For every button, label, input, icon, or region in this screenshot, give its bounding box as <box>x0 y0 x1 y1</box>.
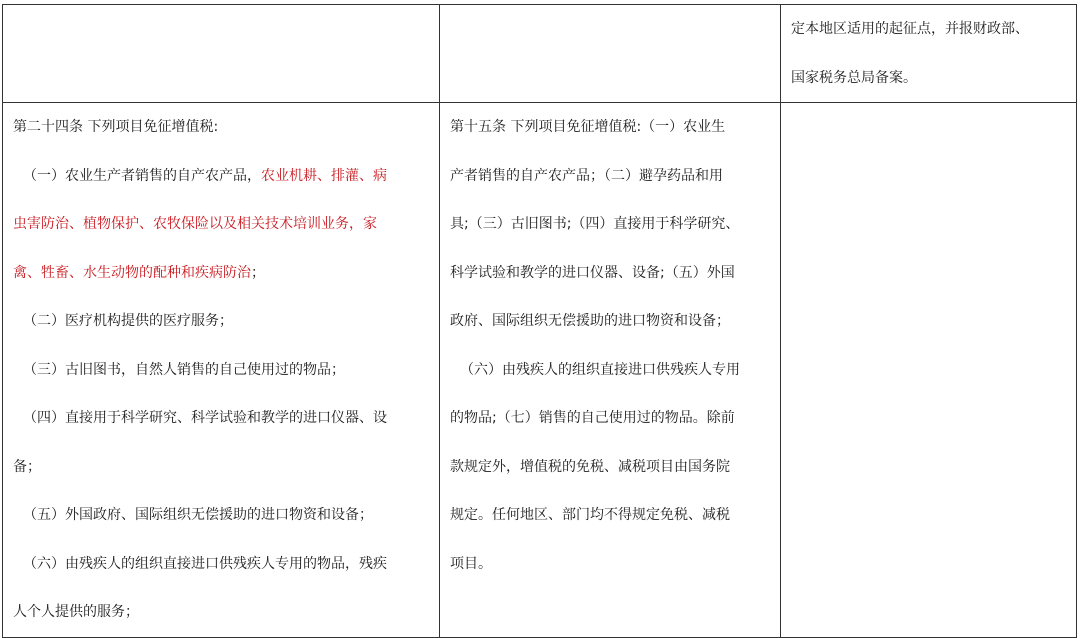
article-15-line: 的物品;（七）销售的自己使用过的物品。除前 <box>450 410 735 426</box>
item-4-line-1: （四）直接用于科学研究、科学试验和教学的进口仪器、设 <box>23 410 387 426</box>
article-15-line: 第十五条 下列项目免征增值税:（一）农业生 <box>450 119 726 135</box>
item-1-highlight-line-2: 虫害防治、植物保护、农牧保险以及相关技术培训业务，家 <box>13 216 377 232</box>
table-row-top <box>3 5 1077 103</box>
item-1-line-1 <box>13 152 433 201</box>
top-middle-cell <box>440 5 781 103</box>
text-line: 国家税务总局备案。 <box>791 69 917 86</box>
item-1-highlight: 农业机耕、排灌、病 <box>261 167 387 184</box>
item-5: （五）外国政府、国际组织无偿援助的进口物资和设备； <box>23 507 373 523</box>
article-15-line: 产者销售的自产农产品；（二）避孕药品和用 <box>450 167 723 184</box>
left-column-cell <box>3 103 440 638</box>
item-3: （三）古旧图书，自然人销售的自己使用过的物品； <box>23 361 345 378</box>
article-15-line: 科学试验和教学的进口仪器、设备;（五）外国 <box>450 264 735 281</box>
item-1-line-3 <box>13 249 433 298</box>
comparison-table <box>2 4 1077 638</box>
article-24-title: 第二十四条 下列项目免征增值税: <box>13 119 219 135</box>
table-row-main <box>3 103 1077 638</box>
item-1-highlight-line-3: 禽、牲畜、水生动物的配种和疾病防治 <box>13 264 251 281</box>
article-15-line: 项目。 <box>450 555 492 572</box>
right-column-cell <box>781 103 1077 638</box>
text-line: 定本地区适用的起征点，并报财政部、 <box>791 21 1029 37</box>
item-4-line-2: 备； <box>13 458 41 475</box>
item-2: （二）医疗机构提供的医疗服务； <box>23 313 233 329</box>
item-6-line-2: 人个人提供的服务； <box>13 604 139 620</box>
article-15-line: 规定。任何地区、部门均不得规定免税、减税 <box>450 507 730 523</box>
item-1-prefix: （一）农业生产者销售的自产农产品， <box>23 167 261 184</box>
article-15-line: 款规定外，增值税的免税、减税项目由国务院 <box>450 458 730 475</box>
middle-column-cell <box>440 103 781 638</box>
item-6-line-1: （六）由残疾人的组织直接进口供残疾人专用的物品，残疾 <box>23 555 387 572</box>
item-1-suffix: ； <box>251 264 265 281</box>
article-15-line: 政府、国际组织无偿援助的进口物资和设备； <box>450 313 730 329</box>
article-15-line: 具;（三）古旧图书;（四）直接用于科学研究、 <box>450 216 740 232</box>
top-right-cell <box>781 5 1077 103</box>
top-left-cell <box>3 5 440 103</box>
article-15-line: （六）由残疾人的组织直接进口供残疾人专用 <box>460 361 740 378</box>
